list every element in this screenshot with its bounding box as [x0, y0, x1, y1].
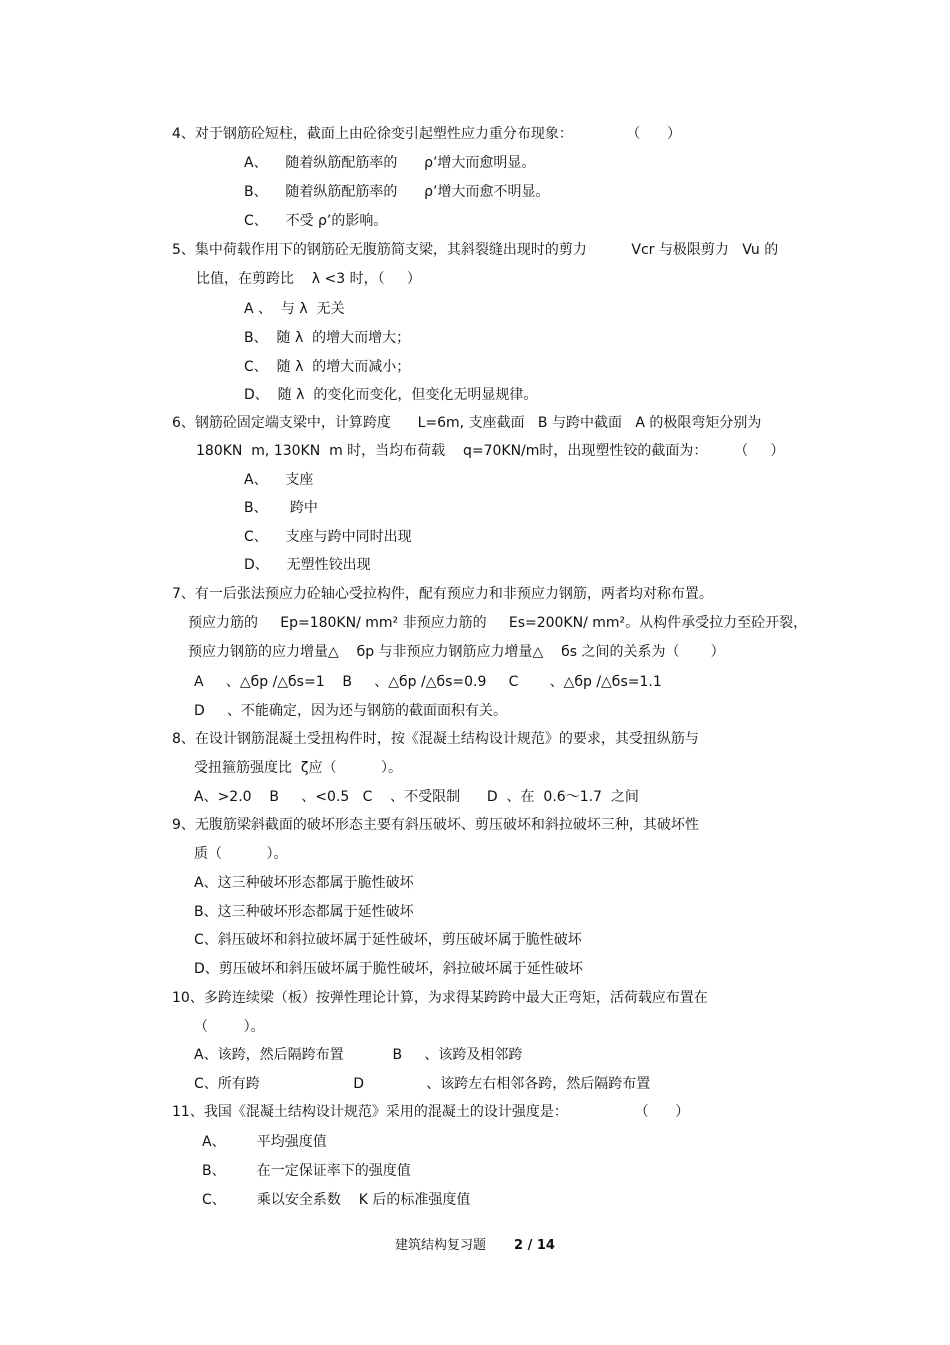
question-7-cont-2: 预应力钢筋的应力增量△ бp 与非预应力钢筋应力增量△ бs 之间的关系为（ ） [188, 644, 725, 660]
question-6-cont: 180KN m, 130KN m 时，当均布荷载 q=70KN/m时，出现塑性铰的截面为： （ ） [196, 443, 785, 459]
page-footer [0, 1234, 950, 1253]
question-7: 7、有一后张法预应力砼轴心受拉构件，配有预应力和非预应力钢筋，两者均对称布置。 [172, 586, 713, 602]
option-6b: B、 跨中 [244, 500, 318, 516]
question-9-cont: 质（ ）。 [194, 846, 288, 862]
option-5d: D、 随 λ 的变化而变化，但变化无明显规律。 [244, 387, 538, 403]
question-11: 11、我国《混凝土结构设计规范》采用的混凝土的设计强度是： （ ） [172, 1104, 690, 1120]
question-10-cont: （ ）。 [194, 1019, 265, 1035]
option-7d: D 、不能确定，因为还与钢筋的截面面积有关。 [194, 703, 508, 719]
options-10cd: C、所有跨 D 、该跨左右相邻各跨，然后隔跨布置 [194, 1076, 651, 1092]
option-9b: B、这三种破坏形态都属于延性破坏 [194, 904, 414, 920]
question-9: 9、无腹筋梁斜截面的破坏形态主要有斜压破坏、剪压破坏和斜拉破坏三种，其破坏性 [172, 817, 699, 833]
option-11b: B、 在一定保证率下的强度值 [202, 1163, 411, 1179]
option-6c: C、 支座与跨中同时出现 [244, 529, 412, 545]
option-9d: D、剪压破坏和斜压破坏属于脆性破坏，斜拉破坏属于延性破坏 [194, 961, 583, 977]
question-8: 8、在设计钢筋混凝土受扭构件时，按《混凝土结构设计规范》的要求，其受扭纵筋与 [172, 731, 699, 747]
option-4c: C、 不受 ρ’的影响。 [244, 213, 388, 229]
question-10: 10、多跨连续梁（板）按弹性理论计算，为求得某跨跨中最大正弯矩，活荷载应布置在 [172, 990, 708, 1006]
footer-title: 建筑结构复习题 [395, 1238, 487, 1253]
option-4b: B、 随着纵筋配筋率的 ρ’增大而愈不明显。 [244, 184, 550, 200]
option-9a: A、这三种破坏形态都属于脆性破坏 [194, 875, 414, 891]
option-5a: A 、 与 λ 无关 [244, 301, 345, 317]
option-9c: C、斜压破坏和斜拉破坏属于延性破坏，剪压破坏属于脆性破坏 [194, 932, 582, 948]
option-5c: C、 随 λ 的增大而减小； [244, 359, 411, 375]
question-7-cont-1: 预应力筋的 Ep=180KN/ mm² 非预应力筋的 Es=200KN/ mm²。从构件承受拉力至砼开裂， [188, 615, 808, 631]
options-10ab: A、该跨，然后隔跨布置 B 、该跨及相邻跨 [194, 1047, 523, 1063]
options-8: A、>2.0 B 、<0.5 C 、不受限制 D 、在 0.6～1.7 之间 [194, 789, 639, 805]
question-4: 4、对于钢筋砼短柱，截面上由砼徐变引起塑性应力重分布现象： （ ） [172, 126, 682, 142]
option-11a: A、 平均强度值 [202, 1134, 327, 1150]
option-6d: D、 无塑性铰出现 [244, 557, 371, 573]
options-7abc: A 、△бp /△бs=1 B 、△бp /△бs=0.9 C 、△бp /△бs=1.1 [194, 674, 662, 690]
page-number: 2 / 14 [514, 1238, 555, 1253]
question-8-cont: 受扭箍筋强度比 ζ应（ ）。 [194, 760, 403, 776]
question-5: 5、集中荷载作用下的钢筋砼无腹筋简支梁，其斜裂缝出现时的剪力 Vcr 与极限剪力 Vu 的 [172, 242, 779, 258]
option-11c: C、 乘以安全系数 K 后的标准强度值 [202, 1192, 471, 1208]
question-5-cont: 比值，在剪跨比 λ <3 时，（ ） [196, 271, 421, 287]
option-5b: B、 随 λ 的增大而增大； [244, 330, 411, 346]
question-6: 6、钢筋砼固定端支梁中，计算跨度 L=6m, 支座截面 B 与跨中截面 A 的极限弯矩分别为 [172, 415, 762, 431]
option-4a: A、 随着纵筋配筋率的 ρ’增大而愈明显。 [244, 155, 536, 171]
option-6a: A、 支座 [244, 472, 314, 488]
